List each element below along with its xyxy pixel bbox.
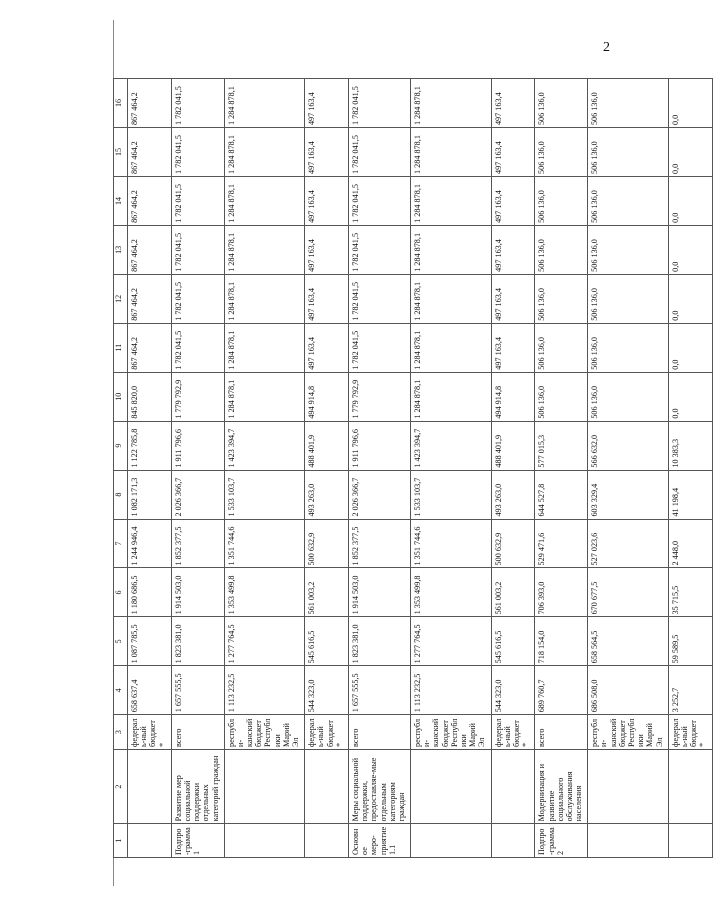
- value-cell: 497 163,4: [305, 323, 349, 372]
- value-cell: 1 351 744,6: [411, 519, 492, 568]
- row-program-cell: [224, 824, 305, 858]
- value-cell: 1 533 103,7: [411, 470, 492, 519]
- value-cell: 1 914 503,0: [171, 568, 224, 617]
- column-header: 7: [114, 519, 128, 568]
- value-cell: 1 244 946,4: [128, 519, 172, 568]
- row-source-cell: федераль-ный бюджет*: [305, 715, 349, 750]
- column-header: 16: [114, 79, 128, 128]
- row-source-cell: федераль-ный бюджет*: [128, 715, 172, 750]
- row-description-cell: [491, 749, 535, 823]
- value-cell: 1 782 041,5: [348, 79, 410, 128]
- value-cell: 500 632,9: [305, 519, 349, 568]
- row-description-cell: [224, 749, 305, 823]
- value-cell: 1 284 878,1: [224, 372, 305, 421]
- value-cell: 1 657 555,5: [348, 666, 410, 715]
- row-program-cell: [668, 824, 712, 858]
- row-source-cell: всего: [348, 715, 410, 750]
- value-cell: 0,0: [668, 323, 712, 372]
- column-header: 6: [114, 568, 128, 617]
- value-cell: 506 136,0: [588, 176, 669, 225]
- value-cell: 706 393,0: [535, 568, 588, 617]
- value-cell: 1 284 878,1: [411, 274, 492, 323]
- table-row: [128, 79, 172, 858]
- row-source-cell: всего: [171, 715, 224, 750]
- table-row: [224, 79, 305, 858]
- value-cell: 2 448,0: [668, 519, 712, 568]
- value-cell: 867 464,2: [128, 176, 172, 225]
- value-cell: 497 163,4: [305, 176, 349, 225]
- value-cell: 686 508,0: [588, 666, 669, 715]
- value-cell: 506 136,0: [588, 274, 669, 323]
- column-header: 13: [114, 225, 128, 274]
- value-cell: 867 464,2: [128, 128, 172, 177]
- row-description-cell: [588, 749, 669, 823]
- value-cell: 497 163,4: [491, 128, 535, 177]
- value-cell: 500 632,9: [491, 519, 535, 568]
- row-source-cell: республи-канский бюджет Республики Марий Эл: [588, 715, 669, 750]
- table-row: [171, 79, 224, 858]
- value-cell: 1 911 796,6: [171, 421, 224, 470]
- column-header: 8: [114, 470, 128, 519]
- row-description-cell: [305, 749, 349, 823]
- value-cell: 527 023,6: [588, 519, 669, 568]
- value-cell: 1 180 686,5: [128, 568, 172, 617]
- table-body: [128, 79, 713, 858]
- value-cell: 561 003,2: [491, 568, 535, 617]
- value-cell: 1 911 796,6: [348, 421, 410, 470]
- row-source-cell: федераль-ный бюджет*: [491, 715, 535, 750]
- value-cell: 1 284 878,1: [411, 79, 492, 128]
- table-row: [535, 79, 588, 858]
- value-cell: 1 284 878,1: [224, 323, 305, 372]
- table-header: [114, 79, 128, 858]
- table-row: [305, 79, 349, 858]
- value-cell: 506 136,0: [588, 128, 669, 177]
- value-cell: 545 616,5: [305, 617, 349, 666]
- value-cell: 1 284 878,1: [411, 372, 492, 421]
- row-source-cell: всего: [535, 715, 588, 750]
- column-header: 9: [114, 421, 128, 470]
- value-cell: 506 136,0: [535, 372, 588, 421]
- column-header: 12: [114, 274, 128, 323]
- value-cell: 670 677,5: [588, 568, 669, 617]
- value-cell: 867 464,2: [128, 274, 172, 323]
- value-cell: 497 163,4: [305, 225, 349, 274]
- value-cell: 1 277 764,5: [411, 617, 492, 666]
- column-header: 2: [114, 749, 128, 823]
- row-description-cell: Модернизация и развитие социального обслуживания населения: [535, 749, 588, 823]
- column-number-row: [114, 79, 128, 858]
- value-cell: 1 284 878,1: [411, 128, 492, 177]
- rotated-table-sheet: [113, 78, 708, 858]
- value-cell: 1 779 792,9: [171, 372, 224, 421]
- value-cell: 493 263,0: [305, 470, 349, 519]
- value-cell: 1 782 041,5: [348, 225, 410, 274]
- value-cell: 1 087 785,5: [128, 617, 172, 666]
- value-cell: 1 113 232,5: [411, 666, 492, 715]
- value-cell: 3 252,7: [668, 666, 712, 715]
- row-source-cell: республи-канский бюджет Республики Марий Эл: [411, 715, 492, 750]
- value-cell: 506 136,0: [535, 128, 588, 177]
- value-cell: 59 589,5: [668, 617, 712, 666]
- value-cell: 497 163,4: [491, 225, 535, 274]
- value-cell: 566 632,0: [588, 421, 669, 470]
- value-cell: 867 464,2: [128, 225, 172, 274]
- table-row: [348, 79, 410, 858]
- value-cell: 1 082 171,3: [128, 470, 172, 519]
- column-header: 3: [114, 715, 128, 750]
- row-program-cell: [491, 824, 535, 858]
- value-cell: 497 163,4: [305, 79, 349, 128]
- value-cell: 493 263,0: [491, 470, 535, 519]
- value-cell: 0,0: [668, 176, 712, 225]
- value-cell: 497 163,4: [305, 274, 349, 323]
- value-cell: 1 284 878,1: [224, 225, 305, 274]
- value-cell: 1 353 499,8: [411, 568, 492, 617]
- row-source-cell: федераль-ный бюджет*: [668, 715, 712, 750]
- value-cell: 1 782 041,5: [171, 323, 224, 372]
- value-cell: 544 323,0: [491, 666, 535, 715]
- value-cell: 35 715,5: [668, 568, 712, 617]
- value-cell: 689 760,7: [535, 666, 588, 715]
- row-description-cell: [668, 749, 712, 823]
- value-cell: 0,0: [668, 128, 712, 177]
- value-cell: 658 564,5: [588, 617, 669, 666]
- column-header: 14: [114, 176, 128, 225]
- value-cell: 506 136,0: [588, 79, 669, 128]
- column-header: 5: [114, 617, 128, 666]
- value-cell: 497 163,4: [305, 128, 349, 177]
- value-cell: 1 284 878,1: [224, 79, 305, 128]
- value-cell: 529 471,6: [535, 519, 588, 568]
- value-cell: 1 782 041,5: [171, 79, 224, 128]
- value-cell: 0,0: [668, 79, 712, 128]
- row-description-cell: Меры социальной поддержки, предоставляе-мые отдельным категориям граждан: [348, 749, 410, 823]
- value-cell: 10 383,3: [668, 421, 712, 470]
- value-cell: 1 284 878,1: [224, 128, 305, 177]
- value-cell: 577 015,3: [535, 421, 588, 470]
- value-cell: 545 616,5: [491, 617, 535, 666]
- value-cell: 1 533 103,7: [224, 470, 305, 519]
- value-cell: 1 779 792,9: [348, 372, 410, 421]
- value-cell: 1 914 503,0: [348, 568, 410, 617]
- row-description-cell: Развитие мер социальной поддержки отдельных категорий граждан: [171, 749, 224, 823]
- value-cell: 1 782 041,5: [348, 176, 410, 225]
- page-number: 2: [603, 40, 610, 55]
- value-cell: 0,0: [668, 372, 712, 421]
- value-cell: 2 026 366,7: [348, 470, 410, 519]
- row-program-cell: Подпро-грамма 2: [535, 824, 588, 858]
- value-cell: 1 782 041,5: [348, 323, 410, 372]
- value-cell: 1 113 232,5: [224, 666, 305, 715]
- value-cell: 488 401,9: [305, 421, 349, 470]
- value-cell: 506 136,0: [535, 225, 588, 274]
- row-program-cell: [588, 824, 669, 858]
- row-program-cell: Основное меро-приятие 1.1: [348, 824, 410, 858]
- value-cell: 1 782 041,5: [171, 225, 224, 274]
- value-cell: 718 154,0: [535, 617, 588, 666]
- value-cell: 1 284 878,1: [224, 176, 305, 225]
- value-cell: 658 637,4: [128, 666, 172, 715]
- value-cell: 1 351 744,6: [224, 519, 305, 568]
- value-cell: 506 136,0: [588, 372, 669, 421]
- table-row: [588, 79, 669, 858]
- value-cell: 644 527,8: [535, 470, 588, 519]
- value-cell: 497 163,4: [491, 176, 535, 225]
- value-cell: 497 163,4: [491, 323, 535, 372]
- row-program-cell: Подпро-грамма 1: [171, 824, 224, 858]
- table-row: [491, 79, 535, 858]
- value-cell: 506 136,0: [588, 323, 669, 372]
- column-header: 4: [114, 666, 128, 715]
- value-cell: 1 284 878,1: [411, 323, 492, 372]
- value-cell: 1 423 394,7: [224, 421, 305, 470]
- value-cell: 497 163,4: [491, 79, 535, 128]
- budget-table: [113, 78, 713, 858]
- column-header: 1: [114, 824, 128, 858]
- value-cell: 488 401,9: [491, 421, 535, 470]
- value-cell: 2 026 366,7: [171, 470, 224, 519]
- table-row: [411, 79, 492, 858]
- value-cell: 1 782 041,5: [171, 176, 224, 225]
- column-header: 10: [114, 372, 128, 421]
- value-cell: 845 820,0: [128, 372, 172, 421]
- value-cell: 561 003,2: [305, 568, 349, 617]
- value-cell: 1 782 041,5: [348, 128, 410, 177]
- value-cell: 1 353 499,8: [224, 568, 305, 617]
- table-row: [668, 79, 712, 858]
- value-cell: 506 136,0: [588, 225, 669, 274]
- value-cell: 0,0: [668, 225, 712, 274]
- value-cell: 494 914,8: [491, 372, 535, 421]
- row-source-cell: республи-канский бюджет Республики Марий Эл: [224, 715, 305, 750]
- value-cell: 497 163,4: [491, 274, 535, 323]
- row-description-cell: [411, 749, 492, 823]
- value-cell: 1 852 377,5: [171, 519, 224, 568]
- value-cell: 1 823 381,0: [348, 617, 410, 666]
- value-cell: 867 464,2: [128, 323, 172, 372]
- value-cell: 1 782 041,5: [171, 274, 224, 323]
- row-program-cell: [411, 824, 492, 858]
- row-program-cell: [305, 824, 349, 858]
- value-cell: 1 782 041,5: [348, 274, 410, 323]
- value-cell: 0,0: [668, 274, 712, 323]
- value-cell: 1 284 878,1: [411, 225, 492, 274]
- value-cell: 1 657 555,5: [171, 666, 224, 715]
- value-cell: 506 136,0: [535, 274, 588, 323]
- value-cell: 41 198,4: [668, 470, 712, 519]
- value-cell: 1 284 878,1: [224, 274, 305, 323]
- value-cell: 544 323,0: [305, 666, 349, 715]
- column-header: 11: [114, 323, 128, 372]
- value-cell: 1 277 764,5: [224, 617, 305, 666]
- value-cell: 1 423 394,7: [411, 421, 492, 470]
- row-program-cell: [128, 824, 172, 858]
- value-cell: 494 914,8: [305, 372, 349, 421]
- row-description-cell: [128, 749, 172, 823]
- value-cell: 1 284 878,1: [411, 176, 492, 225]
- value-cell: 1 852 377,5: [348, 519, 410, 568]
- value-cell: 506 136,0: [535, 323, 588, 372]
- column-header: 15: [114, 128, 128, 177]
- value-cell: 1 782 041,5: [171, 128, 224, 177]
- value-cell: 603 329,4: [588, 470, 669, 519]
- value-cell: 867 464,2: [128, 79, 172, 128]
- value-cell: 506 136,0: [535, 79, 588, 128]
- value-cell: 1 122 785,8: [128, 421, 172, 470]
- value-cell: 1 823 381,0: [171, 617, 224, 666]
- value-cell: 506 136,0: [535, 176, 588, 225]
